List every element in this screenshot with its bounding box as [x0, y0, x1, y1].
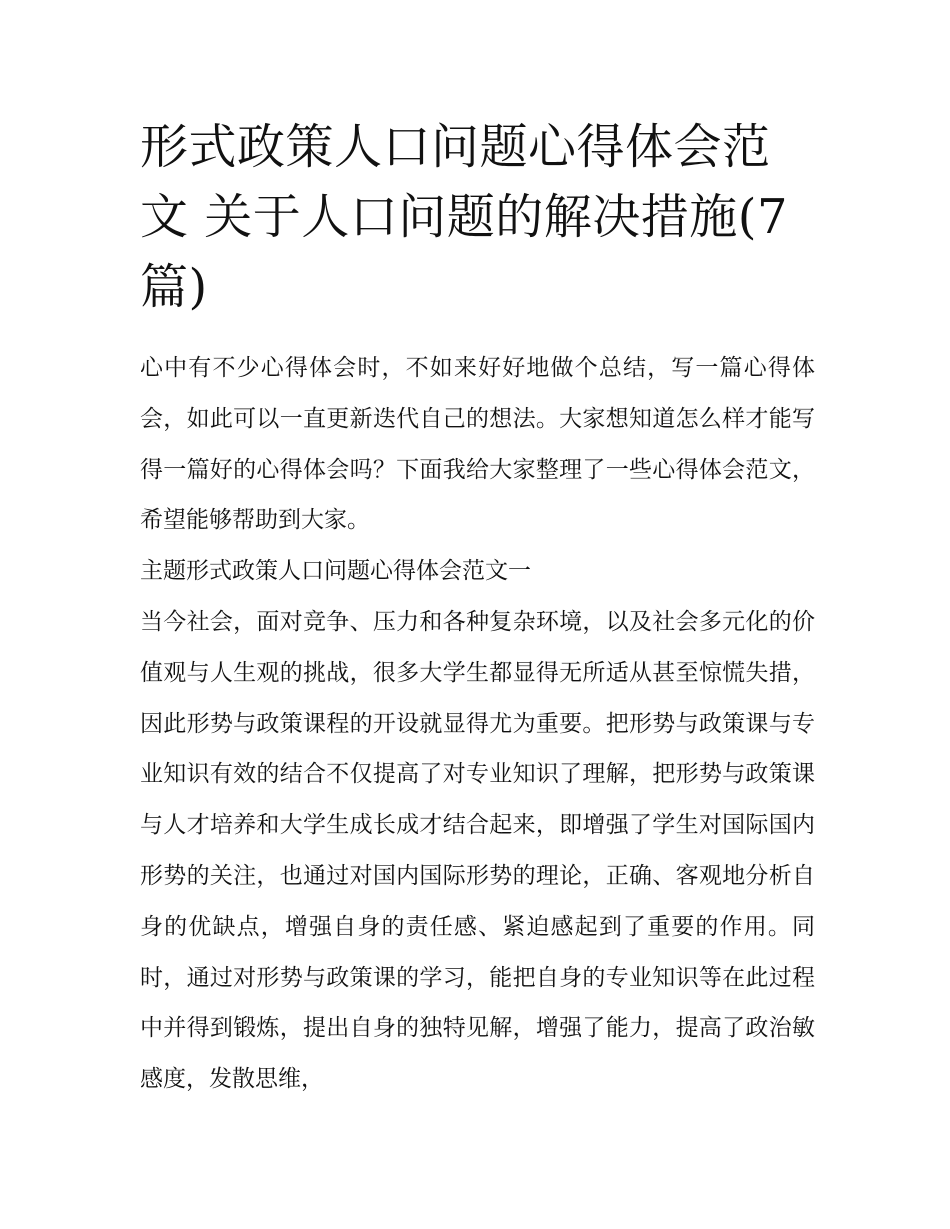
document-page [140, 112, 815, 1105]
section-heading: 主题形式政策人口问题心得体会范文一 [140, 558, 531, 585]
intro-paragraph: 心中有不少心得体会时，不如来好好地做个总结，写一篇心得体会，如此可以一直更新迭代自己的想法。大家想知道怎么样才能写得一篇好的心得体会吗？下面我给大家整理了一些心得体会范文，希望能够帮助到大家。 [140, 355, 815, 534]
body-paragraph: 当今社会，面对竞争、压力和各种复杂环境，以及社会多元化的价值观与人生观的挑战，很多大学生都显得无所适从甚至惊慌失措，因此形势与政策课程的开设就显得尤为重要。把形势与政策课与专业知识有效的结合不仅提高了对专业知识了理解，把形势与政策课与人才培养和大学生成长成才结合起来，即增强了学生对国际国内形势的关注，也通过对国内国际形势的理论，正确、客观地分析自身的优缺点，增强自身的责任感、紧迫感起到了重要的作用。同时，通过对形势与政策课的学习，能把自身的专业知识等在此过程中并得到锻炼，提出自身的独特见解，增强了能力，提高了政治敏感度，发散思维， [140, 608, 815, 1093]
document-title: 形式政策人口问题心得体会范文 关于人口问题的解决措施(7篇) [140, 119, 789, 315]
